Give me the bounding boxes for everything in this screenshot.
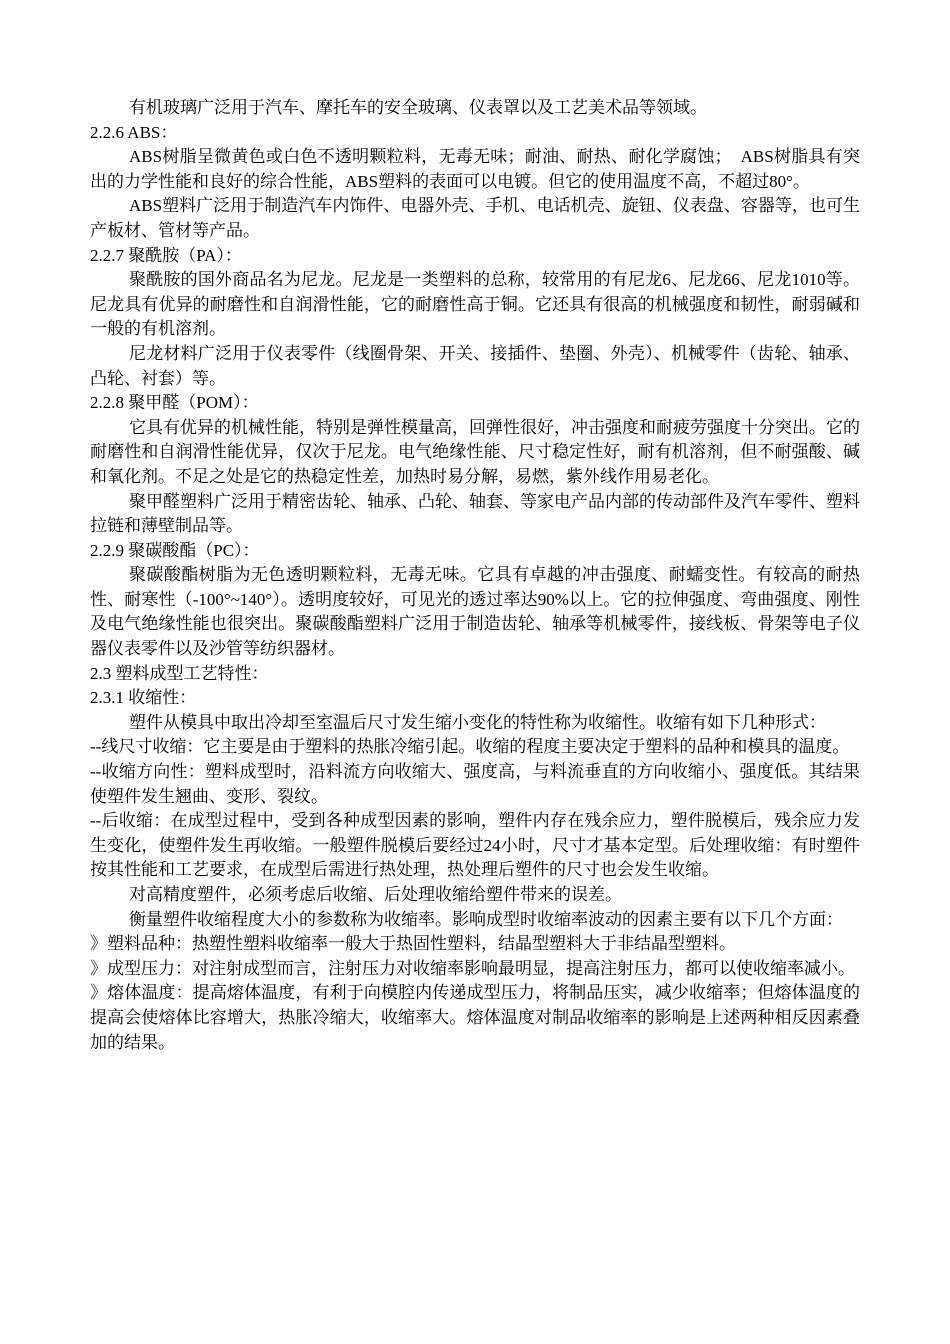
paragraph-pa-properties: 聚酰胺的国外商品名为尼龙。尼龙是一类塑料的总称，较常用的有尼龙6、尼龙66、尼龙1010等。尼龙具有优异的耐磨性和自润滑性能，它的耐磨性高于铜。它还具有很高的机械强度和韧性，耐弱碱和一般的有机溶剂。 — [90, 270, 860, 339]
paragraph-high-precision: 对高精度塑件，必须考虑后收缩、后处理收缩给塑件带来的误差。 — [129, 885, 622, 904]
heading-2-3: 2.3 塑料成型工艺特性： — [90, 663, 269, 683]
document-page — [90, 96, 860, 1055]
heading-2-3-1: 2.3.1 收缩性： — [90, 688, 197, 708]
paragraph-abs-properties: ABS树脂呈微黄色或白色不透明颗粒料，无毒无味；耐油、耐热、耐化学腐蚀； ABS树脂具有突出的力学性能和良好的综合性能，ABS塑料的表面可以电镀。但它的使用温度不高，不超过80°。 — [90, 147, 860, 191]
paragraph-pc-properties: 聚碳酸酯树脂为无色透明颗粒料，无毒无味。它具有卓越的冲击强度、耐蠕变性。有较高的耐热性、耐寒性（-100°~140°）。透明度较好，可见光的透过率达90%以上。它的拉伸强度、弯曲强度、刚性及电气绝缘性能也很突出。聚碳酸酯塑料广泛用于制造齿轮、轴承等机械零件，接线板、骨架等电子仪器仪表零件以及沙管等纺织器材。 — [90, 565, 860, 659]
heading-2-2-7-pa: 2.2.7 聚酰胺（PA）： — [90, 245, 242, 265]
paragraph-pmma-uses: 有机玻璃广泛用于汽车、摩托车的安全玻璃、仪表罩以及工艺美术品等领域。 — [129, 98, 707, 117]
paragraph-shrinkage-rate: 衡量塑件收缩程度大小的参数称为收缩率。影响成型时收缩率波动的因素主要有以下几个方面： — [129, 909, 843, 929]
heading-2-2-6-abs: 2.2.6 ABS： — [90, 122, 178, 142]
paragraph-abs-uses: ABS塑料广泛用于制造汽车内饰件、电器外壳、手机、电话机壳、旋钮、仪表盘、容器等，也可生产板材、管材等产品。 — [90, 196, 860, 240]
list-item-linear-shrinkage: --线尺寸收缩：它主要是由于塑料的热胀冷缩引起。收缩的程度主要决定于塑料的品种和模具的温度。 — [90, 737, 850, 757]
paragraph-pa-uses: 尼龙材料广泛用于仪表零件（线圈骨架、开关、接插件、垫圈、外壳）、机械零件（齿轮、轴承、凸轮、衬套）等。 — [90, 343, 860, 388]
list-item-post-shrinkage: --后收缩：在成型过程中，受到各种成型因素的影响，塑件内存在残余应力，塑件脱模后，残余应力发生变化，使塑件发生再收缩。一般塑件脱模后要经过24小时，尺寸才基本定型。后处理收缩：有时塑件按其性能和工艺要求，在成型后需进行热处理，热处理后塑件的尺寸也会发生收缩。 — [90, 811, 860, 880]
list-item-molding-pressure: 》成型压力：对注射成型而言，注射压力对收缩率影响最明显，提高注射压力，都可以使收缩率减小。 — [90, 958, 855, 978]
paragraph-pom-uses: 聚甲醛塑料广泛用于精密齿轮、轴承、凸轮、轴套、等家电产品内部的传动部件及汽车零件、塑料拉链和薄壁制品等。 — [90, 491, 860, 536]
list-item-melt-temperature: 》熔体温度：提高熔体温度，有利于向模腔内传递成型压力，将制品压实，减少收缩率；但熔体温度的提高会使熔体比容增大，热胀冷缩大，收缩率大。熔体温度对制品收缩率的影响是上述两种相反因素叠加的结果。 — [90, 983, 860, 1052]
list-item-plastic-type: 》塑料品种：热塑性塑料收缩率一般大于热固性塑料，结晶型塑料大于非结晶型塑料。 — [90, 934, 736, 954]
heading-2-2-9-pc: 2.2.9 聚碳酸酯（PC）： — [90, 540, 260, 560]
list-item-directional-shrinkage: --收缩方向性：塑料成型时，沿料流方向收缩大、强度高，与料流垂直的方向收缩小、强度低。其结果使塑件发生翘曲、变形、裂纹。 — [90, 762, 860, 806]
paragraph-pom-properties: 它具有优异的机械性能，特别是弹性模量高，回弹性很好，冲击强度和耐疲劳强度十分突出。它的耐磨性和自润滑性能优异，仅次于尼龙。电气绝缘性能、尺寸稳定性好，耐有机溶剂，但不耐强酸、碱和氧化剂。不足之处是它的热稳定性差，加热时易分解，易燃，紫外线作用易老化。 — [90, 417, 860, 486]
heading-2-2-8-pom: 2.2.8 聚甲醛（POM）： — [90, 393, 259, 413]
paragraph-shrinkage-definition: 塑件从模具中取出冷却至室温后尺寸发生缩小变化的特性称为收缩性。收缩有如下几种形式： — [129, 712, 826, 732]
